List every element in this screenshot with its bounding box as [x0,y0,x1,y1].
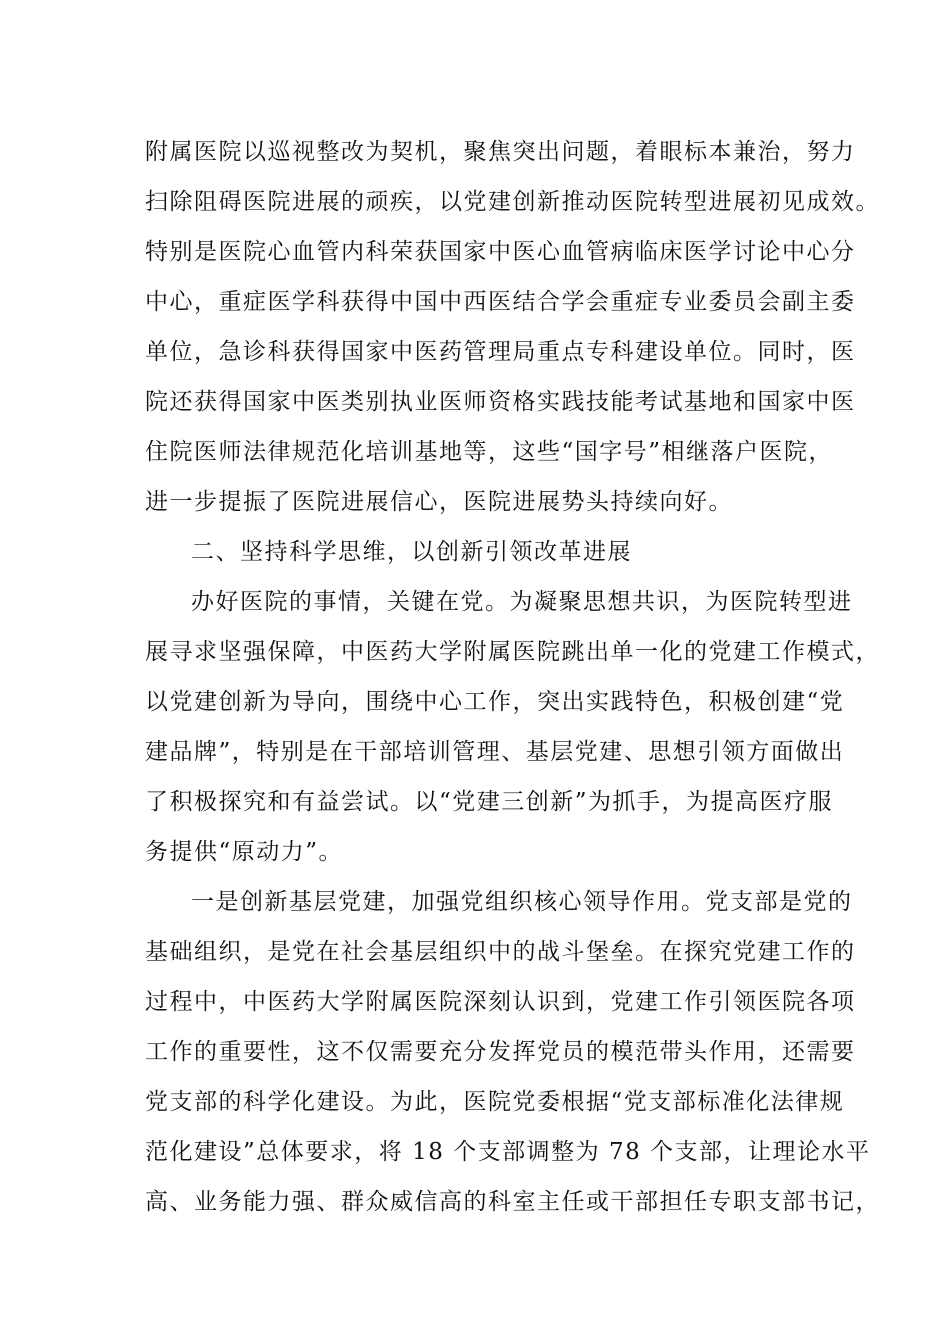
paragraph-start-line: 一是创新基层党建，加强党组织核心领导作用。党支部是党的 [191,889,853,915]
text-line: 扫除阻碍医院进展的顽疾，以党建创新推动医院转型进展初见成效。 [145,189,880,215]
text-line: 范化建设”总体要求，将 18 个支部调整为 78 个支部，让理论水平 [145,1139,871,1165]
text-line: 特别是医院心血管内科荣获国家中医心血管病临床医学讨论中心分 [145,239,856,265]
text-line: 展寻求坚强保障，中医药大学附属医院跳出单一化的党建工作模式， [145,639,880,665]
text-line: 院还获得国家中医类别执业医师资格实践技能考试基地和国家中医 [145,389,856,415]
text-line: 以党建创新为导向，围绕中心工作，突出实践特色，积极创建“党 [145,689,845,715]
text-line: 基础组织，是党在社会基层组织中的战斗堡垒。在探究党建工作的 [145,939,856,965]
text-line: 中心，重症医学科获得中国中西医结合学会重症专业委员会副主委 [145,289,856,315]
text-line: 进一步提振了医院进展信心，医院进展势头持续向好。 [145,489,733,515]
text-line: 住院医师法律规范化培训基地等，这些“国字号”相继落户医院， [145,439,834,465]
text-line: 党支部的科学化建设。为此，医院党委根据“党支部标准化法律规 [145,1089,845,1115]
section-heading: 二、坚持科学思维，以创新引领改革进展 [191,539,632,565]
text-line: 附属医院以巡视整改为契机，聚焦突出问题，着眼标本兼治，努力 [145,139,856,165]
text-line: 务提供“原动力”。 [145,839,344,865]
text-line: 了积极探究和有益尝试。以“党建三创新”为抓手，为提高医疗服 [145,789,834,815]
text-line: 过程中，中医药大学附属医院深刻认识到，党建工作引领医院各项 [145,989,856,1015]
text-line: 工作的重要性，这不仅需要充分发挥党员的模范带头作用，还需要 [145,1039,856,1065]
paragraph-start-line: 办好医院的事情，关键在党。为凝聚思想共识，为医院转型进 [191,589,853,615]
text-line: 建品牌”，特别是在干部培训管理、基层党建、思想引领方面做出 [145,739,845,765]
text-line: 单位，急诊科获得国家中医药管理局重点专科建设单位。同时，医 [145,339,856,365]
text-line: 高、业务能力强、群众威信高的科室主任或干部担任专职支部书记， [145,1189,880,1215]
